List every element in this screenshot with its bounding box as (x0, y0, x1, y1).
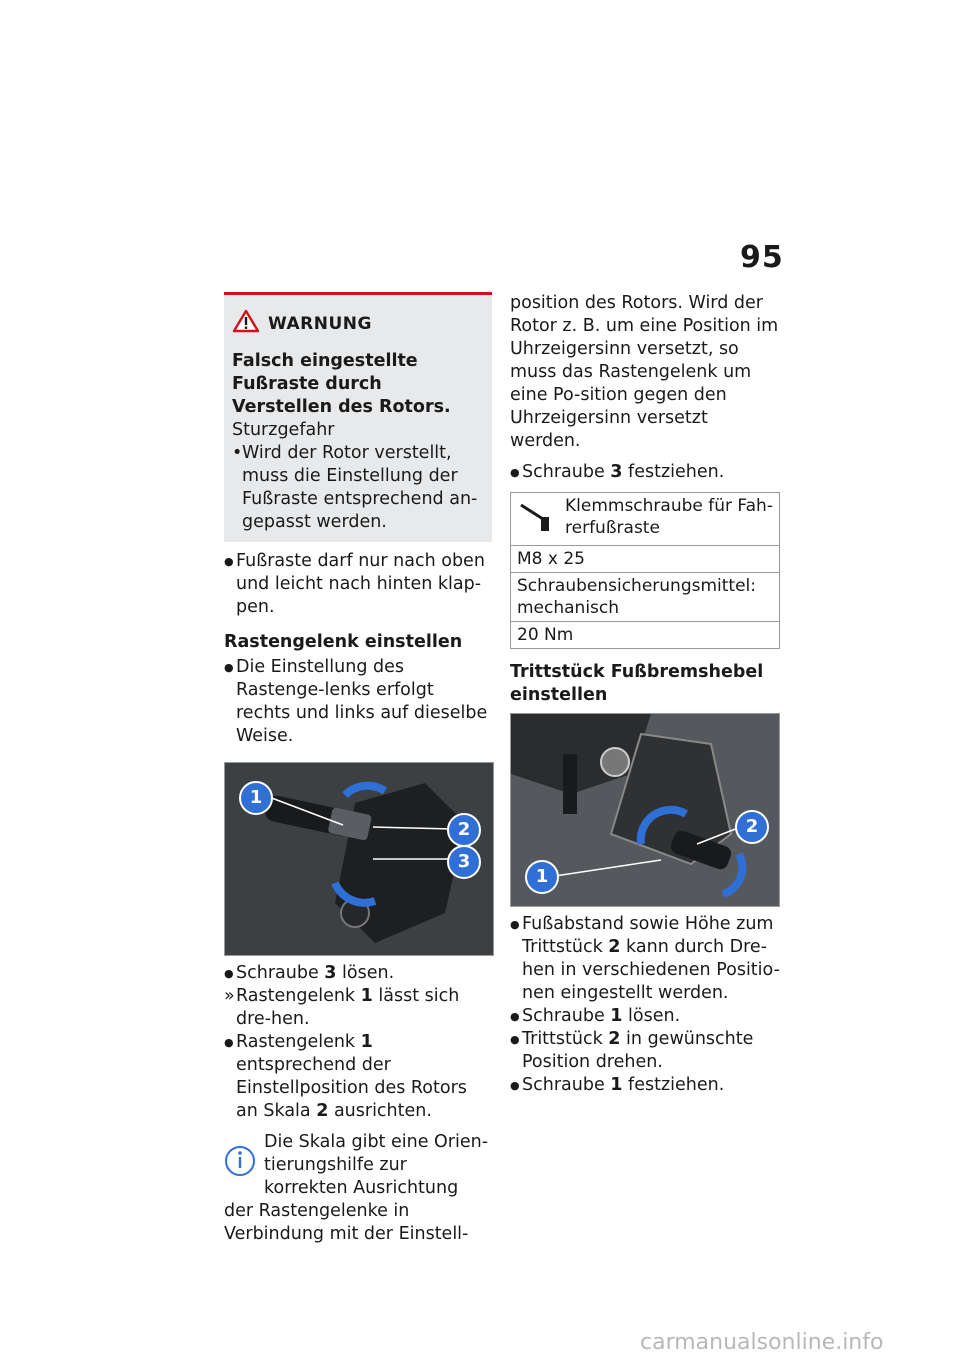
page-number: 95 (740, 240, 784, 275)
warning-triangle-icon (232, 309, 260, 340)
torque-spec-table (510, 492, 780, 649)
info-icon (224, 1135, 256, 1184)
spec-row-torque: 20 Nm (511, 622, 780, 649)
step-rotate-pedal: ● Trittstück 2 in gewünschte Position drehen. (510, 1028, 780, 1074)
left-column (224, 292, 492, 1246)
result-rotate: » Rastengelenk 1 lässt sich dre-hen. (224, 985, 492, 1031)
brake-step-list (510, 913, 780, 1097)
footrest-photo (224, 762, 494, 956)
wrench-icon (517, 499, 557, 539)
warning-box (224, 292, 492, 542)
step-distance-note: ● Fußabstand sowie Höhe zum Trittstück 2 kann durch Dre-hen in verschiedenen Positio-nen eingestellt werden. (510, 913, 780, 1005)
spec-table-title: Klemmschraube für Fah-rerfußraste (565, 496, 773, 538)
note-bullet: ● Fußraste darf nur nach oben und leicht nach hinten klap-pen. (224, 550, 492, 619)
figure-label-1: 1 (525, 860, 559, 894)
step-tighten-screw-1: ● Schraube 1 festziehen. (510, 1074, 780, 1097)
step-loosen-screw: ● Schraube 3 lösen. (224, 962, 492, 985)
step-tighten-screw: ● Schraube 3 festziehen. (510, 461, 780, 484)
brake-lever-photo (510, 713, 780, 907)
intro-bullet: ● Die Einstellung des Rastenge-lenks erfolgt rechts und links auf dieselbe Weise. (224, 656, 492, 748)
spec-table-title-cell (511, 493, 780, 546)
warning-title: WARNUNG (268, 314, 372, 334)
spec-row-locking: Schraubensicherungsmittel: mechanisch (511, 573, 780, 622)
warning-headline: Falsch eingestellte Fußraste durch Verstellen des Rotors. (232, 351, 451, 417)
step-loosen-screw-1: ● Schraube 1 lösen. (510, 1005, 780, 1028)
warning-hazard: Sturzgefahr (232, 420, 335, 440)
spec-row-screw-size: M8 x 25 (511, 546, 780, 573)
step-align: ● Rastengelenk 1 entsprechend der Einstellposition des Rotors an Skala 2 ausrichten. (224, 1031, 492, 1123)
info-text: Die Skala gibt eine Orien-tierungshilfe zur korrekten Ausrichtung der Rastengelenke in Verbindung mit der Einstell- (224, 1132, 489, 1244)
figure-label-2: 2 (735, 810, 769, 844)
section-heading-trittstueck: Trittstück Fußbremshebel einstellen (510, 662, 764, 705)
continued-paragraph: position des Rotors. Wird der Rotor z. B. um eine Position im Uhrzeigersinn versetzt, so muss das Rastengelenk um eine Po-sition gegen den Uhrzeigersinn versetzt werden. (510, 293, 779, 451)
warning-bullet: • Wird der Rotor verstellt, muss die Einstellung der Fußraste entsprechend an-gepasst werden. (232, 442, 484, 534)
warning-header (232, 309, 484, 340)
info-note (224, 1131, 492, 1246)
figure-label-1: 1 (239, 781, 273, 815)
figure-label-3: 3 (447, 845, 481, 879)
figure-label-2: 2 (447, 813, 481, 847)
right-column (510, 292, 780, 1097)
section-heading-rastengelenk: Rastengelenk einstellen (224, 632, 463, 652)
watermark: carmanualsonline.info (640, 1330, 884, 1355)
step-list (224, 962, 492, 1123)
